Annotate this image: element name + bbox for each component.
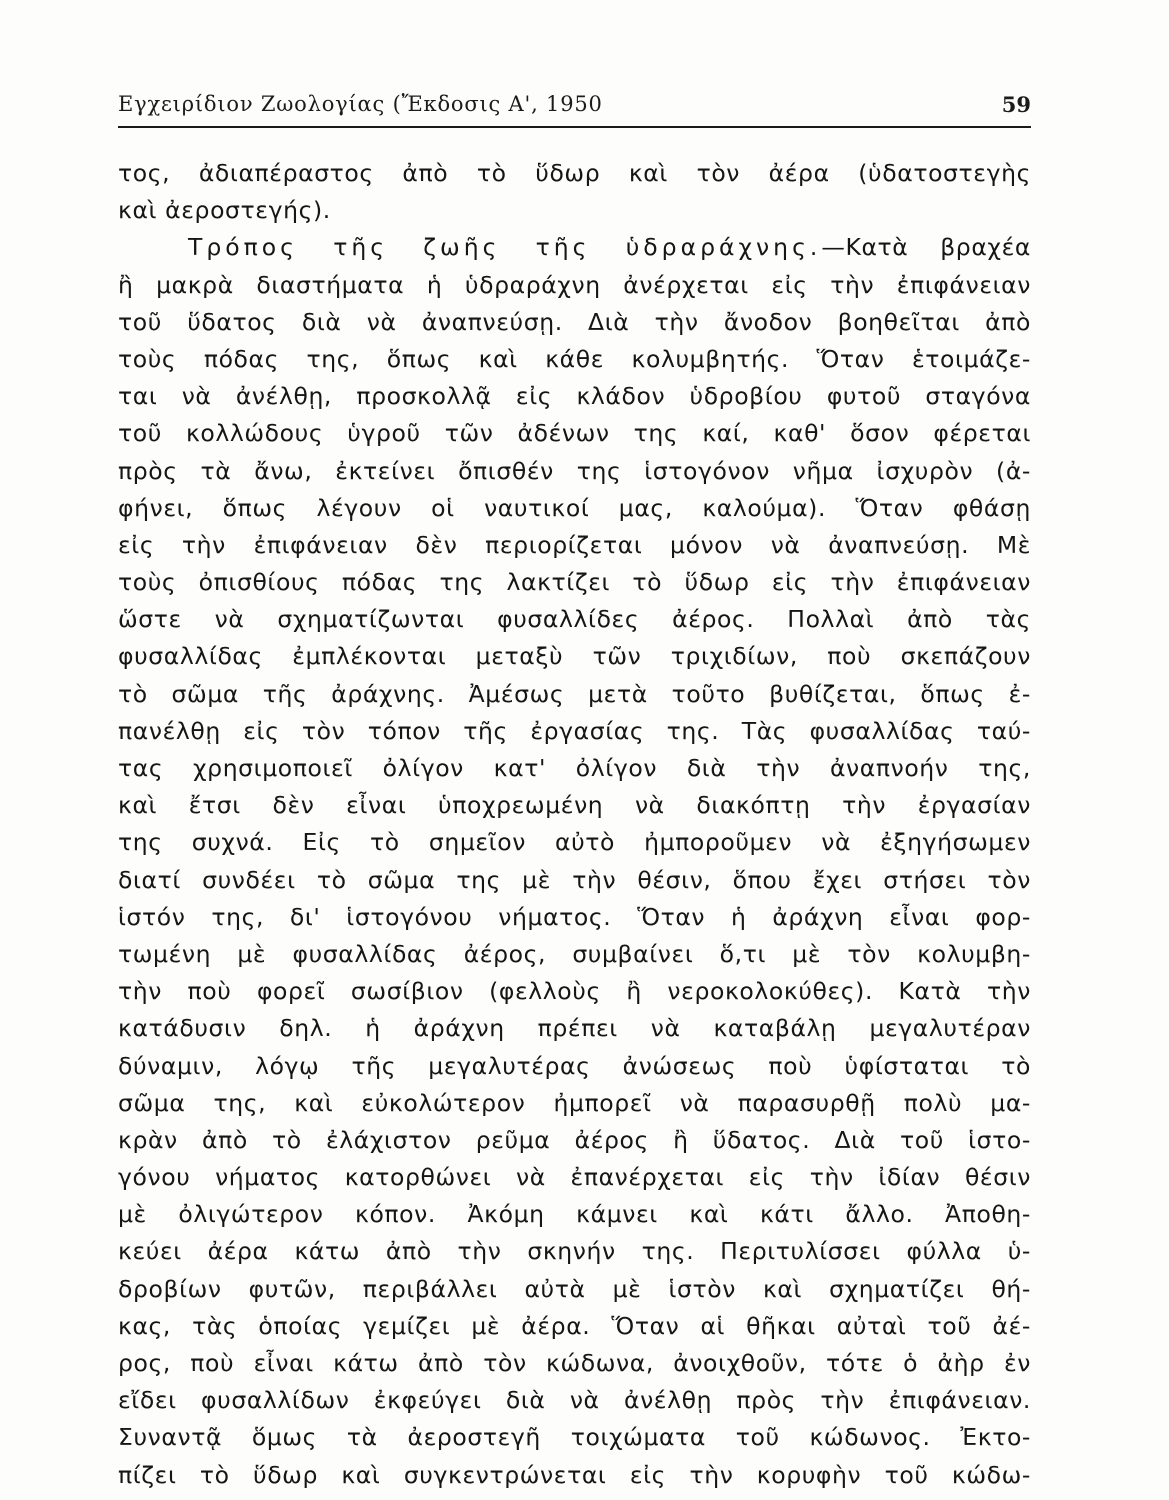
text-line: της συχνά. Εἰς τὸ σημεῖον αὐτὸ ἠμποροῦμεν νὰ ἐξηγήσωμεν bbox=[118, 828, 1031, 857]
header-title: Εγχειρίδιον Ζωολογίας (Ἔκδοσις Α', 1950 bbox=[118, 92, 603, 116]
text-line: τοῦ κολλώδους ὑγροῦ τῶν ἀδένων της καί, καθ' ὅσον φέρεται bbox=[118, 419, 1031, 448]
text-line: μὲ ὀλιγώτερον κόπον. Ἀκόμη κάμνει καὶ κάτι ἄλλο. Ἀποθη- bbox=[118, 1200, 1031, 1229]
text-line: τοὺς ὀπισθίους πόδας της λακτίζει τὸ ὕδωρ εἰς τὴν ἐπιφάνειαν bbox=[118, 568, 1031, 597]
text-line: τος, ἀδιαπέραστος ἀπὸ τὸ ὕδωρ καὶ τὸν ἀέρα (ὑδατοστεγὴς bbox=[118, 159, 1031, 187]
text-line: ἱστόν της, δι' ἱστογόνου νήματος. Ὅταν ἡ ἀράχνη εἶναι φορ- bbox=[118, 902, 1031, 931]
text-line: καὶ ἀεροστεγής). bbox=[118, 196, 331, 225]
text-line: πανέλθῃ εἰς τὸν τόπον τῆς ἐργασίας της. Τὰς φυσαλλίδας ταύ- bbox=[118, 716, 1031, 745]
text-line: τὸ σῶμα τῆς ἀράχνης. Ἀμέσως μετὰ τοῦτο βυθίζεται, ὅπως ἐ- bbox=[118, 679, 1031, 708]
heading-continuation: —Κατὰ βραχέα bbox=[821, 233, 1031, 262]
text-line: κατάδυσιν δηλ. ἡ ἀράχνη πρέπει νὰ καταβάλῃ μεγαλυτέραν bbox=[118, 1014, 1031, 1043]
text-line: κεύει ἀέρα κάτω ἀπὸ τὴν σκηνήν της. Περιτυλίσσει φύλλα ὑ- bbox=[118, 1237, 1031, 1266]
text-line: Συναντᾷ ὅμως τὰ ἀεροστεγῆ τοιχώματα τοῦ κώδωνος. Ἐκτο- bbox=[118, 1423, 1031, 1452]
text-line: δροβίων φυτῶν, περιβάλλει αὐτὰ μὲ ἱστὸν καὶ σχηματίζει θή- bbox=[118, 1274, 1031, 1303]
text-line: εἰς τὴν ἐπιφάνειαν δὲν περιορίζεται μόνον νὰ ἀναπνεύσῃ. Μὲ bbox=[118, 530, 1031, 559]
text-line: ἢ μακρὰ διαστήματα ἡ ὑδραράχνη ἀνέρχεται εἰς τὴν ἐπιφάνειαν bbox=[118, 270, 1031, 299]
text-line: τωμένη μὲ φυσαλλίδας ἀέρος, συμβαίνει ὅ,τι μὲ τὸν κολυμβη- bbox=[118, 939, 1031, 968]
section-heading: Τρόπος τῆς ζωῆς τῆς ὑδραράχνης. bbox=[188, 233, 822, 262]
text-line: εἴδει φυσαλλίδων ἐκφεύγει διὰ νὰ ἀνέλθῃ πρὸς τὴν ἐπιφάνειαν. bbox=[118, 1386, 1031, 1415]
text-line: πίζει τὸ ὕδωρ καὶ συγκεντρώνεται εἰς τὴν κορυφὴν τοῦ κώδω- bbox=[118, 1460, 1031, 1489]
text-line: τοῦ ὕδατος διὰ νὰ ἀναπνεύσῃ. Διὰ τὴν ἄνοδον βοηθεῖται ἀπὸ bbox=[118, 307, 1031, 336]
text-line: ὥστε νὰ σχηματίζωνται φυσαλλίδες ἀέρος. Πολλαὶ ἀπὸ τὰς bbox=[118, 605, 1031, 634]
section-heading-line bbox=[118, 229, 1031, 266]
text-line: τοὺς πόδας της, ὅπως καὶ κάθε κολυμβητής. Ὅταν ἑτοιμάζε- bbox=[118, 344, 1031, 373]
running-header bbox=[118, 86, 1031, 128]
page-number: 59 bbox=[1001, 92, 1031, 117]
text-line: τὴν ποὺ φορεῖ σωσίβιον (φελλοὺς ἢ νεροκολοκύθες). Κατὰ τὴν bbox=[118, 977, 1031, 1006]
text-line: σῶμα της, καὶ εὐκολώτερον ἠμπορεῖ νὰ παρασυρθῇ πολὺ μα- bbox=[118, 1088, 1031, 1117]
text-line: κρὰν ἀπὸ τὸ ἐλάχιστον ρεῦμα ἀέρος ἢ ὕδατος. Διὰ τοῦ ἱστο- bbox=[118, 1125, 1031, 1154]
body-text bbox=[118, 155, 1031, 1494]
text-line: τας χρησιμοποιεῖ ὀλίγον κατ' ὀλίγον διὰ τὴν ἀναπνοήν της, bbox=[118, 754, 1031, 782]
text-line: ται νὰ ἀνέλθῃ, προσκολλᾷ εἰς κλάδον ὑδροβίου φυτοῦ σταγόνα bbox=[118, 382, 1031, 411]
text-line: δύναμιν, λόγῳ τῆς μεγαλυτέρας ἀνώσεως ποὺ ὑφίσταται τὸ bbox=[118, 1051, 1031, 1080]
text-line: γόνου νήματος κατορθώνει νὰ ἐπανέρχεται εἰς τὴν ἰδίαν θέσιν bbox=[118, 1163, 1031, 1192]
text-line: πρὸς τὰ ἄνω, ἐκτείνει ὄπισθέν της ἱστογόνον νῆμα ἰσχυρὸν (ἀ- bbox=[118, 456, 1031, 485]
text-line: κας, τὰς ὁποίας γεμίζει μὲ ἀέρα. Ὅταν αἱ θῆκαι αὐταὶ τοῦ ἀέ- bbox=[118, 1311, 1031, 1340]
text-line: καὶ ἔτσι δὲν εἶναι ὑποχρεωμένη νὰ διακόπτῃ τὴν ἐργασίαν bbox=[118, 791, 1031, 820]
text-line: φυσαλλίδας ἐμπλέκονται μεταξὺ τῶν τριχιδίων, ποὺ σκεπάζουν bbox=[118, 642, 1031, 671]
text-line: διατί συνδέει τὸ σῶμα της μὲ τὴν θέσιν, ὅπου ἔχει στήσει τὸν bbox=[118, 865, 1031, 894]
text-line: ρος, ποὺ εἶναι κάτω ἀπὸ τὸν κώδωνα, ἀνοιχθοῦν, τότε ὁ ἀὴρ ἐν bbox=[118, 1349, 1031, 1377]
text-line: φήνει, ὅπως λέγουν οἱ ναυτικοί μας, καλούμα). Ὅταν φθάσῃ bbox=[118, 493, 1031, 522]
